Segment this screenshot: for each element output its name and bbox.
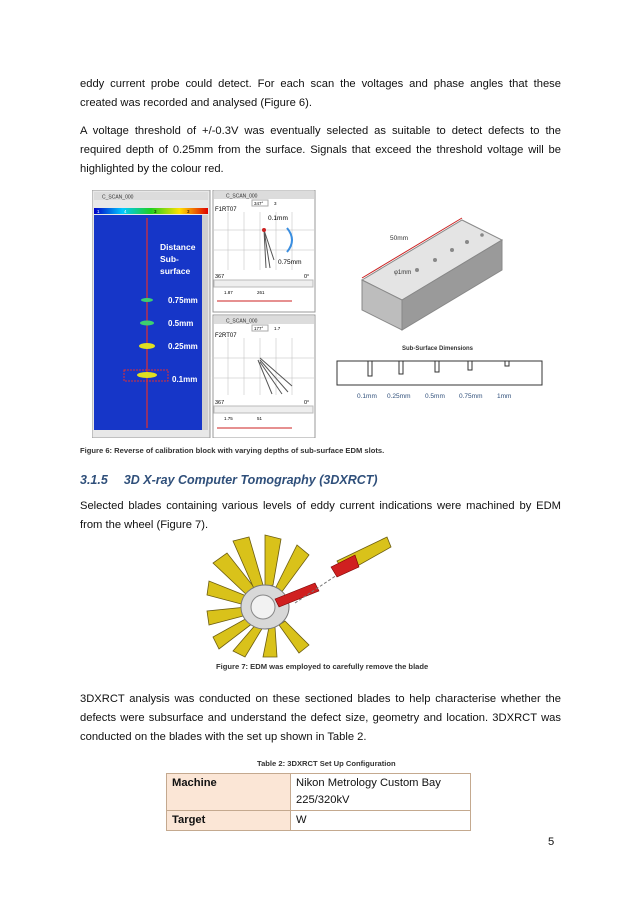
slot-label: 0.75mm	[459, 393, 483, 400]
figure-6	[92, 190, 550, 438]
readout: 1.75	[224, 416, 233, 421]
combo-value: 1.7	[274, 326, 281, 331]
slot-label: 1mm	[497, 393, 512, 400]
table-2-caption: Table 2: 3DXRCT Set Up Configuration	[257, 759, 396, 768]
dimensions-title: Sub-Surface Dimensions	[402, 346, 474, 352]
panel-degree: 0°	[304, 400, 310, 406]
panel-id: F1RT07	[215, 207, 237, 213]
signal-point	[262, 228, 266, 232]
depth-label: 0.5mm	[168, 319, 194, 328]
panel-title: C_SCAN_000	[226, 193, 258, 200]
hub-bore	[251, 595, 275, 619]
paragraph-threshold: A voltage threshold of +/-0.3V was eventually selected as suitable to detect defects to the required depth of 0.25mm from the surface. Signals that exceed the threshold voltage will be highlighted by the colour red.	[80, 125, 561, 175]
depth-label: 0.75mm	[168, 296, 198, 305]
panel-degree: 0°	[304, 274, 310, 280]
depth-label: 0.25mm	[168, 342, 198, 351]
annotation: 0.75mm	[278, 259, 302, 266]
panel-value: 367	[215, 400, 225, 406]
depth-label: 0.1mm	[172, 375, 198, 384]
panel-toolbar	[214, 280, 313, 287]
block-length-label: 50mm	[390, 235, 409, 242]
label-surface: surface	[160, 266, 191, 276]
page-number: 5	[548, 836, 555, 848]
table-2	[166, 773, 471, 831]
paragraph-edm: Selected blades containing various levels of eddy current indications were machined by EDM from the wheel (Figure 7).	[80, 500, 561, 531]
combo-value: 3	[274, 201, 277, 206]
readout: 261	[257, 290, 265, 295]
slot-label: 0.1mm	[357, 393, 377, 400]
section-title: 3D X-ray Computer Tomography (3DXRCT)	[123, 473, 378, 487]
table-row	[167, 811, 471, 831]
hole-diameter-label: φ1mm	[394, 270, 412, 276]
panel-title: C_SCAN_000	[226, 318, 258, 325]
scan-title: C_SCAN_000	[102, 194, 134, 201]
annotation: 0.1mm	[268, 215, 288, 222]
figure-7-caption: Figure 7: EDM was employed to carefully remove the blade	[216, 662, 429, 671]
color-scale-bar	[94, 208, 208, 214]
paragraph-intro: eddy current probe could detect. For each scan the voltages and phase angles that these created was recorded and analysed (Figure 6).	[80, 78, 561, 109]
scale-tick: 1	[97, 209, 100, 214]
paragraph-3dxrct: 3DXRCT analysis was conducted on these sectioned blades to help characterise whether the defects were subsurface and understand the defect size, geometry and location. 3DXRCT was conducted on the blades with the set up shown in Table 2.	[80, 693, 561, 743]
slot-label: 0.25mm	[387, 393, 411, 400]
table-cell-label: Target	[167, 811, 291, 831]
scan-scrollbar	[202, 215, 208, 430]
combo-value: 347°	[254, 201, 264, 206]
section-number: 3.1.5	[80, 473, 108, 487]
table-cell-label: Machine	[167, 774, 291, 811]
figure-6-caption: Figure 6: Reverse of calibration block with varying depths of sub-surface EDM slots.	[80, 446, 385, 455]
figure-7	[205, 533, 395, 658]
table-cell-value: Nikon Metrology Custom Bay 225/320kV	[291, 774, 471, 811]
panel-toolbar	[214, 406, 313, 413]
label-sub: Sub-	[160, 254, 179, 264]
scale-tick: 3	[187, 209, 190, 214]
panel-value: 367	[215, 274, 225, 280]
slot-marks	[368, 361, 509, 376]
section-heading	[80, 473, 378, 487]
label-distance: Distance	[160, 242, 196, 252]
readout: 1.87	[224, 290, 233, 295]
slot-label: 0.5mm	[425, 393, 445, 400]
readout: 51	[257, 416, 263, 421]
table-row	[167, 774, 471, 811]
scale-tick: 3	[154, 209, 157, 214]
table-cell-value: W	[291, 811, 471, 831]
combo-value: 177°	[254, 326, 264, 331]
panel-id: F2RT07	[215, 333, 237, 339]
scale-tick: 4	[124, 209, 127, 214]
